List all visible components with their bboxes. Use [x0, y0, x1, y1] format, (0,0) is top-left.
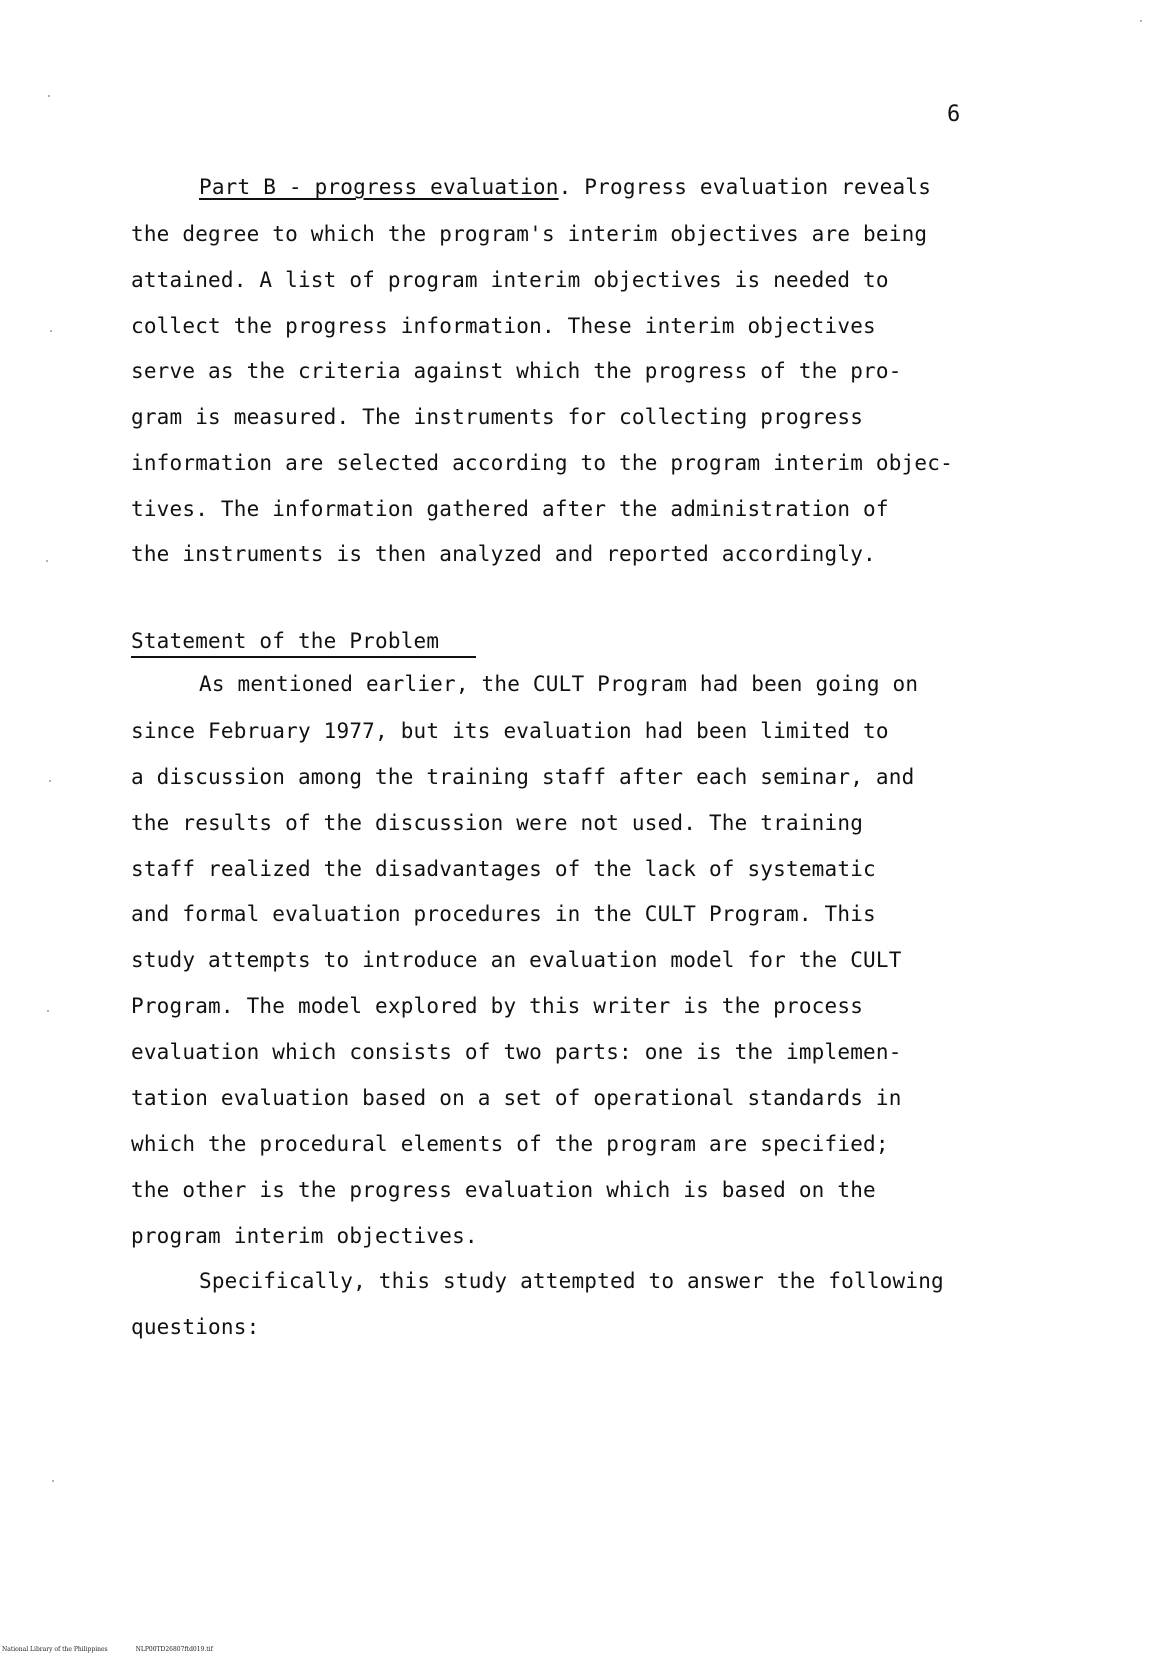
section-heading: Statement of the Problem — [131, 629, 440, 653]
body-line: the degree to which the program's interim objectives are being — [131, 222, 928, 246]
body-line: staff realized the disadvantages of the lack of systematic — [131, 857, 876, 881]
body-line: Specifically, this study attempted to answer the following — [199, 1269, 944, 1293]
footer-library: National Library of the Philippines — [2, 1646, 108, 1653]
body-line: evaluation which consists of two parts: one is the implemen- — [131, 1040, 902, 1064]
body-line: the instruments is then analyzed and reported accordingly. — [131, 542, 876, 566]
body-line: questions: — [131, 1315, 260, 1339]
body-line: serve as the criteria against which the progress of the pro- — [131, 359, 902, 383]
scan-speck — [47, 1010, 49, 1012]
scan-speck — [52, 1480, 54, 1482]
body-line: tives. The information gathered after the administration of — [131, 497, 889, 521]
body-line: the results of the discussion were not used. The training — [131, 811, 864, 835]
heading-underline — [131, 656, 476, 658]
body-line: since February 1977, but its evaluation had been limited to — [131, 719, 889, 743]
body-line: program interim objectives. — [131, 1224, 478, 1248]
body-line: attained. A list of program interim objectives is needed to — [131, 268, 889, 292]
body-line: gram is measured. The instruments for collecting progress — [131, 405, 864, 429]
body-line: As mentioned earlier, the CULT Program had been going on — [199, 672, 919, 696]
section-b-first-line-rest: . Progress evaluation reveals — [558, 175, 932, 199]
scan-speck — [46, 560, 48, 562]
body-line: a discussion among the training staff after each seminar, and — [131, 765, 915, 789]
section-b-label: Part B - progress evaluation — [199, 175, 559, 199]
body-line: and formal evaluation procedures in the CULT Program. This — [131, 902, 876, 926]
body-line: study attempts to introduce an evaluation model for the CULT — [131, 948, 902, 972]
page-number: 6 — [947, 102, 961, 127]
scan-speck — [48, 95, 50, 97]
body-line: collect the progress information. These interim objectives — [131, 314, 876, 338]
scan-speck — [1140, 20, 1142, 22]
body-line: the other is the progress evaluation which is based on the — [131, 1178, 876, 1202]
scan-speck — [50, 330, 52, 332]
body-line: which the procedural elements of the program are specified; — [131, 1132, 889, 1156]
scan-speck — [49, 780, 51, 782]
scan-footer — [2, 1646, 241, 1653]
body-line: Program. The model explored by this writer is the process — [131, 994, 864, 1018]
body-line: tation evaluation based on a set of operational standards in — [131, 1086, 902, 1110]
section-b-first-line — [199, 174, 931, 200]
footer-file: NLP00TD26807ftd019.tif — [135, 1646, 213, 1653]
body-line: information are selected according to the program interim objec- — [131, 451, 953, 475]
